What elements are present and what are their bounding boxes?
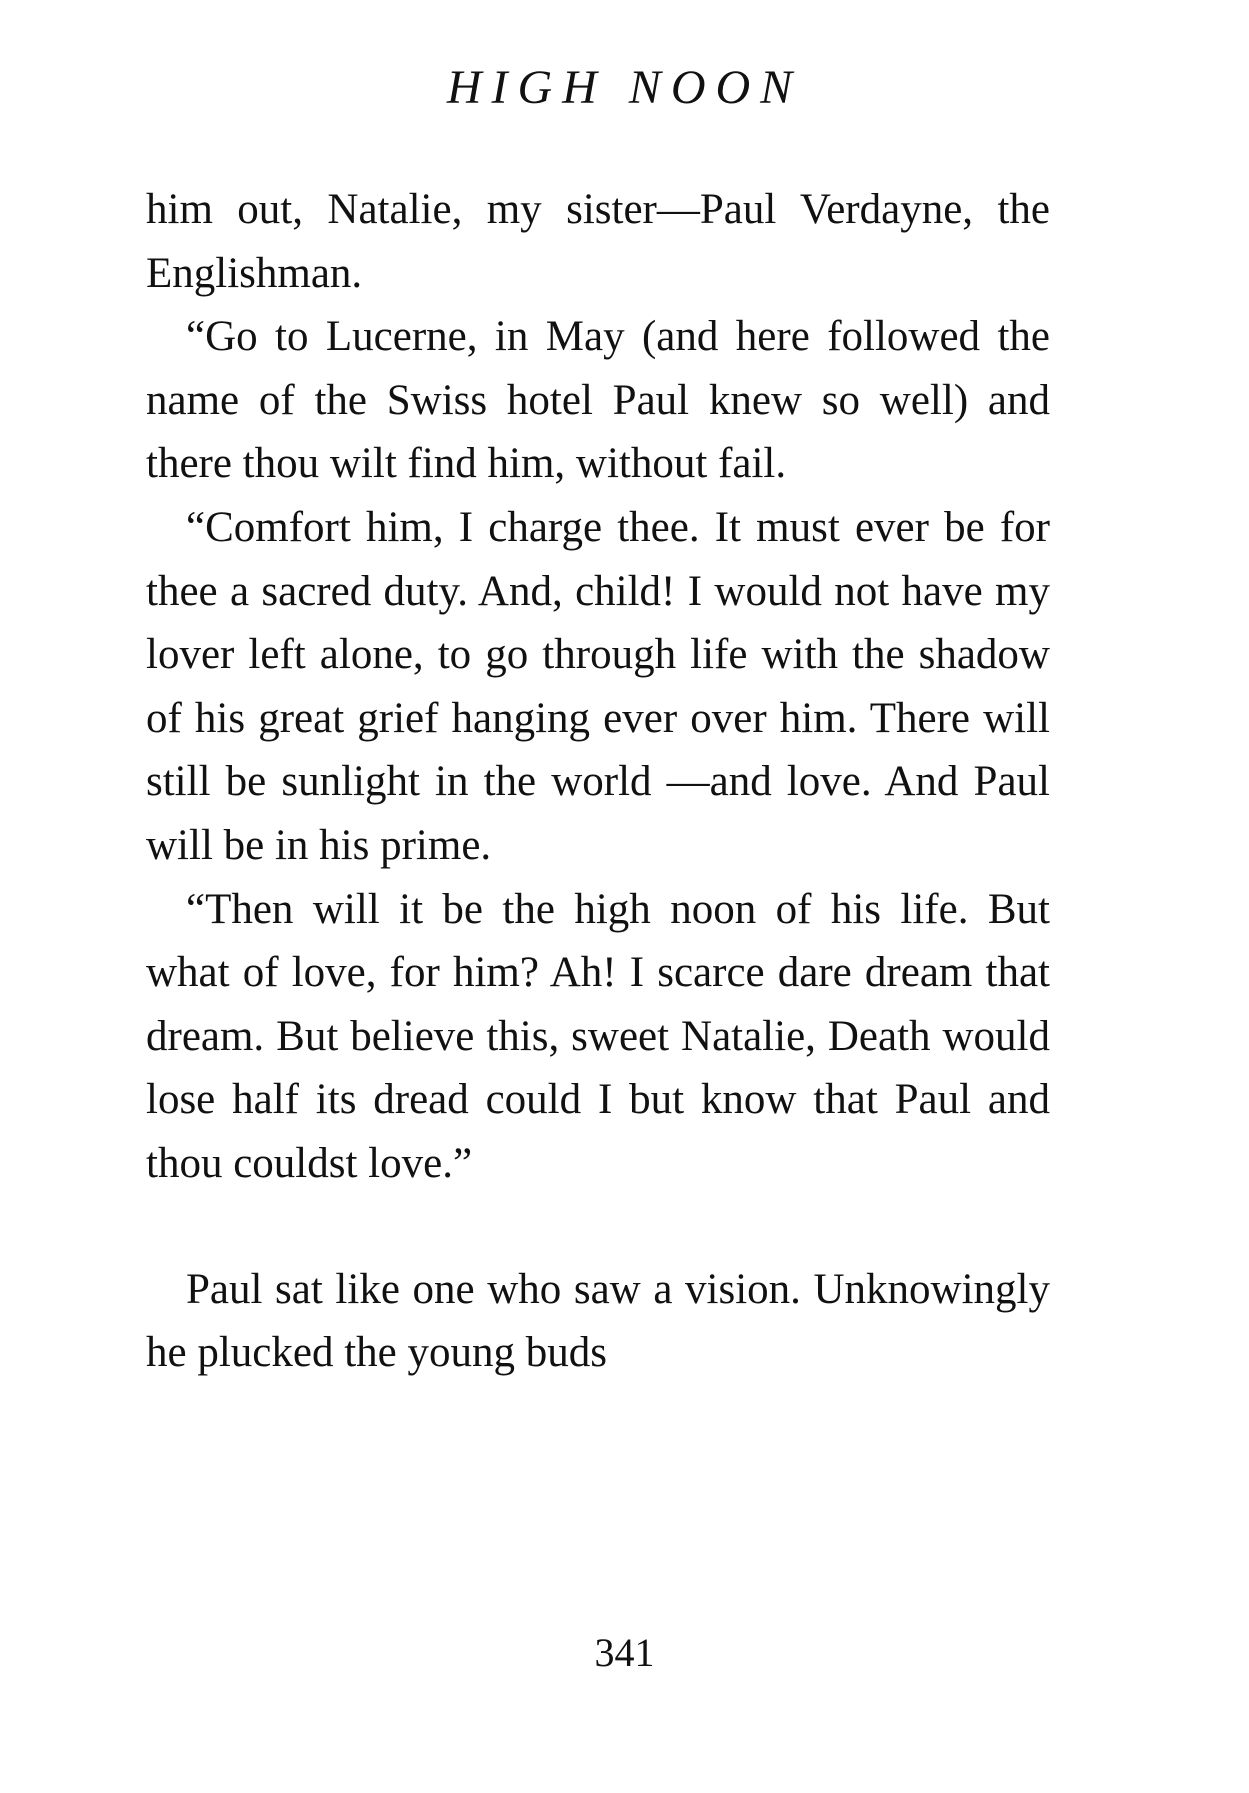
paragraph-vision: Paul sat like one who saw a vision. Unknowingly he plucked the young buds (146, 1265, 1050, 1377)
paragraph-comfort: “Comfort him, I charge thee. It must ever be for thee a sacred duty. And, child! I would not have my lover left alone, to go through life with the shadow of his great grief hanging ever over him. There will still be sunlight in the world —and love. And Paul will be in his prime. (146, 503, 1050, 869)
paragraph-high-noon: “Then will it be the high noon of his life. But what of love, for him? Ah! I scarce dare dream that dream. But believe this, sweet Natalie, Death would lose half its dread could I but know that Paul and thou couldst love.” (146, 885, 1050, 1187)
paragraph-continuation: him out, Natalie, my sister—Paul Verdayne, the Englishman. (146, 186, 1050, 297)
running-head: HIGH NOON (446, 61, 803, 114)
paragraph-lucerne: “Go to Lucerne, in May (and here followed the name of the Swiss hotel Paul knew so well) and there thou wilt find him, without fail. (146, 313, 1050, 488)
body-text (146, 178, 1050, 1385)
page-number: 341 (594, 1630, 655, 1675)
